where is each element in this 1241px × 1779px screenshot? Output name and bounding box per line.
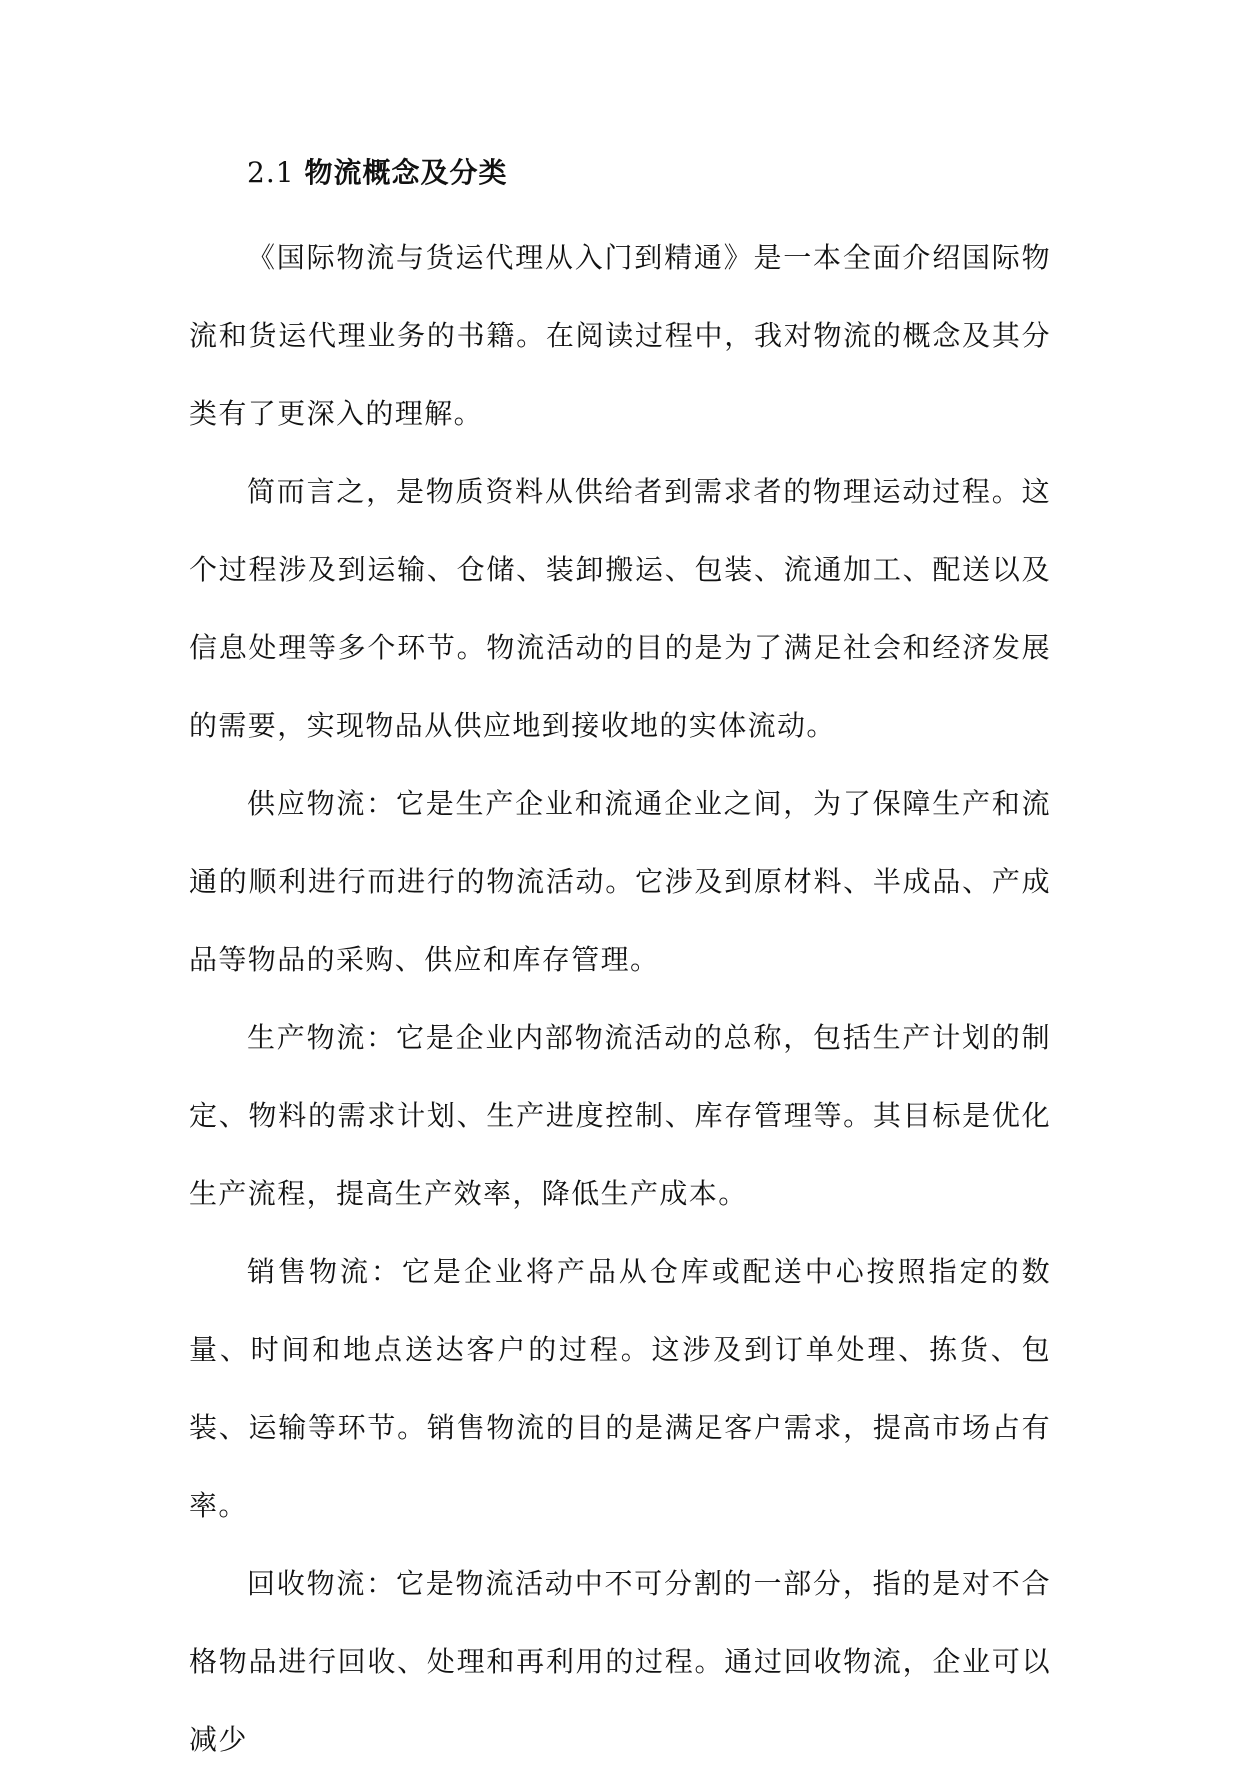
paragraph-reverse-logistics: 回收物流：它是物流活动中不可分割的一部分，指的是对不合格物品进行回收、处理和再利用的过程。通过回收物流，企业可以减少 — [189, 1567, 1051, 1756]
paragraph-production-logistics: 生产物流：它是企业内部物流活动的总称，包括生产计划的制定、物料的需求计划、生产进度控制、库存管理等。其目标是优化生产流程，提高生产效率，降低生产成本。 — [189, 1021, 1051, 1210]
paragraph-sales-logistics: 销售物流：它是企业将产品从仓库或配送中心按照指定的数量、时间和地点送达客户的过程。这涉及到订单处理、拣货、包装、运输等环节。销售物流的目的是满足客户需求，提高市场占有率。 — [189, 1255, 1051, 1522]
section-heading — [247, 140, 1051, 206]
paragraph-intro: 《国际物流与货运代理从入门到精通》是一本全面介绍国际物流和货运代理业务的书籍。在阅读过程中，我对物流的概念及其分类有了更深入的理解。 — [189, 241, 1051, 430]
document-body — [189, 140, 1051, 1779]
paragraph-supply-logistics: 供应物流：它是生产企业和流通企业之间，为了保障生产和流通的顺利进行而进行的物流活动。它涉及到原材料、半成品、产成品等物品的采购、供应和库存管理。 — [189, 787, 1051, 976]
section-number: 2.1 — [247, 156, 295, 189]
section-title: 物流概念及分类 — [304, 156, 508, 189]
paragraph-logistics-definition: 简而言之，是物质资料从供给者到需求者的物理运动过程。这个过程涉及到运输、仓储、装卸搬运、包装、流通加工、配送以及信息处理等多个环节。物流活动的目的是为了满足社会和经济发展的需要，实现物品从供应地到接收地的实体流动。 — [189, 475, 1051, 742]
